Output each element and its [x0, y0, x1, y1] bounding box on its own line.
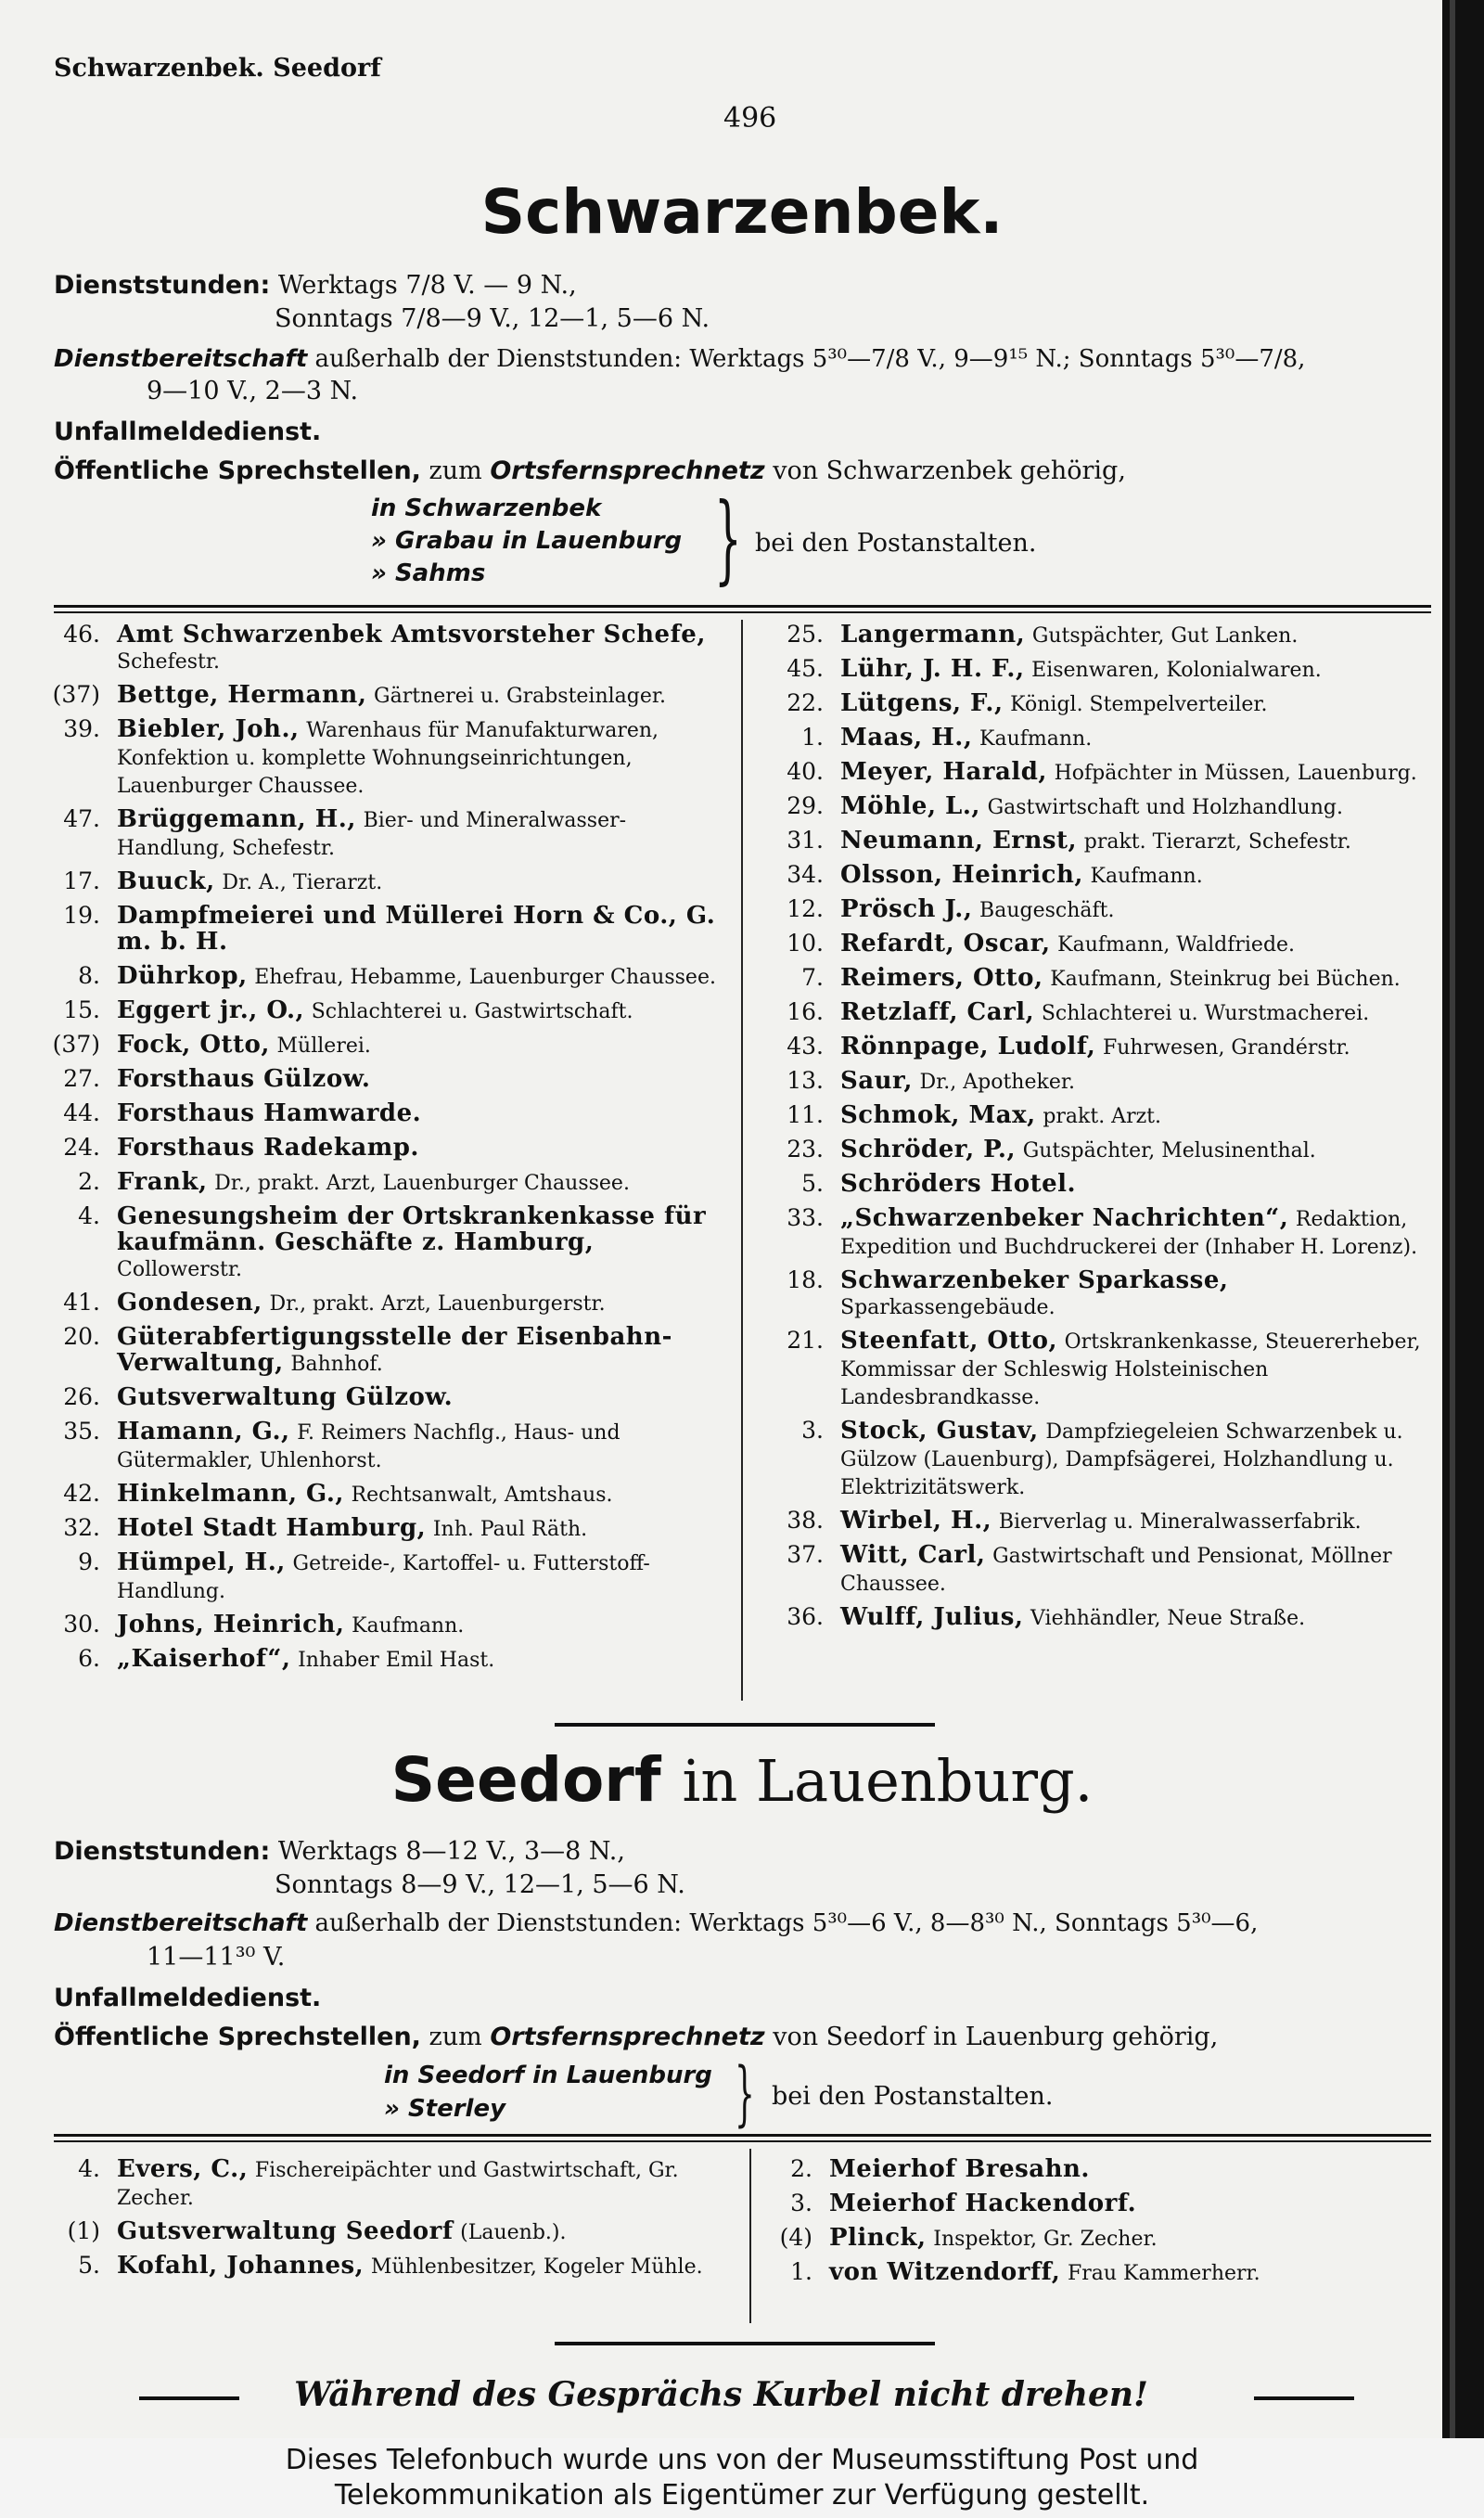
entry-number: 21. — [787, 1327, 824, 1354]
entry-number: (4) — [779, 2224, 812, 2251]
dienststunden-line-2: Sonntags 8—9 V., 12—1, 5—6 N. — [275, 1870, 685, 1899]
list-item — [48, 903, 723, 957]
entry-number: 43. — [787, 1033, 824, 1060]
entry-number: (37) — [52, 1031, 100, 1058]
list-item — [772, 1034, 1432, 1061]
running-head: Schwarzenbek. Seedorf — [54, 54, 381, 83]
entry-name: Schwarzenbeker Sparkasse, — [840, 1266, 1229, 1294]
entry-number: 45. — [787, 655, 824, 682]
entry-name: Prösch J., — [840, 895, 973, 923]
list-item — [761, 2156, 1421, 2184]
section-rule — [54, 2134, 1431, 2142]
footer-line-1: Dieses Telefonbuch wurde uns von der Museumsstiftung Post und — [285, 2444, 1199, 2476]
entry-number: 23. — [787, 1136, 824, 1163]
entry-name: Forsthaus Hamwarde. — [117, 1099, 422, 1127]
entry-description: Eisenwaren, Kolonialwaren. — [1031, 659, 1322, 682]
list-item — [772, 1604, 1432, 1632]
entry-number: 36. — [787, 1603, 824, 1630]
entry-description: Ortskrankenkasse, Steuererheber, Kommissar der Schleswig Holsteinischen Landesbrandkasse. — [840, 1330, 1421, 1409]
entry-description: Viehhändler, Neue Straße. — [1030, 1607, 1306, 1630]
list-item — [761, 2225, 1421, 2253]
section-separator — [555, 1723, 935, 1727]
entry-number: 26. — [63, 1383, 100, 1410]
list-item — [48, 1290, 723, 1317]
list-item — [772, 725, 1432, 752]
entry-number: 37. — [787, 1541, 824, 1568]
warning-separator — [555, 2342, 935, 2345]
entry-number: 1. — [790, 2258, 812, 2285]
entry-description: Inhaber Emil Hast. — [298, 1649, 495, 1672]
list-item — [772, 690, 1432, 718]
list-item — [48, 1100, 723, 1128]
entry-number: 19. — [63, 902, 100, 929]
entry-name: Stock, Gustav, — [840, 1417, 1039, 1445]
left-column — [48, 622, 723, 1680]
entry-name: Retzlaff, Carl, — [840, 998, 1035, 1026]
list-item — [772, 1205, 1432, 1261]
entry-description: Gastwirtschaft und Pensionat, Möllner Chaussee. — [840, 1545, 1392, 1596]
entry-number: 2. — [78, 1168, 100, 1195]
list-item — [761, 2259, 1421, 2287]
place-sterley: » Sterley — [384, 2095, 506, 2123]
sprechstellen-line: Öffentliche Sprechstellen, zum Ortsfernsprechnetz von Seedorf in Lauenburg gehörig, — [54, 2023, 1219, 2051]
bereitschaft-line-1: Dienstbereitschaft außerhalb der Dienststunden: Werktags 5³⁰—6 V., 8—8³⁰ N., Sonntags 5³⁰—6, — [54, 1909, 1259, 1937]
list-item — [48, 682, 723, 710]
entry-description: Collowerstr. — [117, 1258, 242, 1281]
entry-description: Dr., Apotheker. — [919, 1071, 1075, 1094]
entry-name: Gutsverwaltung Seedorf — [117, 2217, 454, 2245]
entry-number: 1. — [801, 724, 824, 751]
entry-number: 24. — [63, 1134, 100, 1161]
entry-number: 16. — [787, 998, 824, 1025]
list-item — [48, 2218, 733, 2246]
entry-number: 47. — [63, 805, 100, 832]
list-item — [772, 828, 1432, 855]
entry-description: Getreide-, Kartoffel- u. Futterstoff-Handlung. — [117, 1552, 650, 1603]
bereitschaft-line-2: 11—11³⁰ V. — [147, 1943, 286, 1972]
bereitschaft-line-2: 9—10 V., 2—3 N. — [147, 377, 359, 405]
list-item — [772, 1542, 1432, 1598]
list-item — [48, 716, 723, 800]
list-item — [772, 656, 1432, 684]
entry-description: Schefestr. — [117, 650, 220, 674]
entry-description: prakt. Tierarzt, Schefestr. — [1083, 830, 1351, 854]
entry-number: 4. — [78, 1202, 100, 1229]
list-item — [48, 2253, 733, 2280]
entry-description: Mühlenbesitzer, Kogeler Mühle. — [370, 2255, 703, 2279]
list-item — [48, 1032, 723, 1060]
place-seedorf: in Seedorf in Lauenburg — [384, 2062, 712, 2089]
entry-description: Warenhaus für Manufakturwaren, Konfektion u. komplette Wohnungseinrichtungen, Lauenburger Chaussee. — [117, 719, 659, 798]
entry-number: 29. — [787, 792, 824, 819]
page-number: 496 — [723, 102, 777, 135]
entry-name: Meierhof Bresahn. — [829, 2155, 1090, 2183]
entry-name: Johns, Heinrich, — [117, 1611, 345, 1638]
entry-description: Gutspächter, Melusinenthal. — [1022, 1139, 1316, 1163]
list-item — [772, 793, 1432, 821]
entry-description: prakt. Arzt. — [1043, 1105, 1162, 1128]
entry-number: 39. — [63, 715, 100, 742]
list-item — [772, 1418, 1432, 1501]
list-item — [48, 1324, 723, 1378]
entry-number: 46. — [63, 621, 100, 648]
entry-description: Bierverlag u. Mineralwasserfabrik. — [998, 1510, 1362, 1534]
entry-name: Schröder, P., — [840, 1136, 1017, 1163]
list-item — [48, 868, 723, 896]
entry-name: Rönnpage, Ludolf, — [840, 1033, 1096, 1060]
entry-name: Wulff, Julius, — [840, 1603, 1024, 1631]
list-item — [48, 1646, 723, 1674]
list-item — [48, 1515, 723, 1543]
entry-number: (37) — [52, 681, 100, 708]
entry-name: „Schwarzenbeker Nachrichten“, — [840, 1204, 1289, 1232]
list-item — [772, 1137, 1432, 1164]
entry-name: Schröders Hotel. — [840, 1170, 1077, 1198]
entry-name: Langermann, — [840, 621, 1026, 649]
entry-number: 44. — [63, 1099, 100, 1126]
entry-description: Schlachterei u. Gastwirtschaft. — [311, 1000, 633, 1023]
entry-number: (1) — [67, 2217, 100, 2244]
entry-description: Inspektor, Gr. Zecher. — [933, 2228, 1158, 2251]
entry-name: Steenfatt, Otto, — [840, 1327, 1057, 1355]
list-item — [772, 931, 1432, 958]
list-item — [48, 622, 723, 675]
entry-number: 22. — [787, 689, 824, 716]
list-item — [772, 622, 1432, 649]
entry-name: Güterabfertigungsstelle der Eisenbahn-Verwaltung, — [117, 1323, 672, 1377]
dienststunden-line-1: Dienststunden: Werktags 7/8 V. — 9 N., — [54, 271, 577, 300]
section-title-schwarzenbek: Schwarzenbek. — [480, 176, 1004, 248]
entry-number: 2. — [790, 2155, 812, 2182]
entry-number: 40. — [787, 758, 824, 785]
entry-description: Baugeschäft. — [979, 899, 1115, 922]
entry-description: (Lauenb.). — [460, 2221, 567, 2244]
unfallmeldedienst: Unfallmeldedienst. — [54, 418, 322, 446]
sprechstellen-line: Öffentliche Sprechstellen, zum Ortsfernsprechnetz von Schwarzenbek gehörig, — [54, 456, 1126, 485]
entry-number: 13. — [787, 1067, 824, 1094]
entry-name: Dührkop, — [117, 962, 248, 990]
entry-description: Schlachterei u. Wurstmacherei. — [1041, 1002, 1370, 1025]
list-item — [772, 1171, 1432, 1199]
book-spine — [1442, 0, 1484, 2438]
entry-description: Redaktion, Expedition und Buchdruckerei der (Inhaber H. Lorenz). — [840, 1208, 1418, 1259]
entry-number: 33. — [787, 1204, 824, 1231]
entry-name: Reimers, Otto, — [840, 964, 1043, 992]
entry-name: Dampfmeierei und Müllerei Horn & Co., G. m. b. H. — [117, 902, 716, 956]
entry-number: 6. — [78, 1645, 100, 1672]
entry-number: 9. — [78, 1548, 100, 1575]
entry-name: Meierhof Hackendorf. — [829, 2190, 1137, 2217]
entry-name: Maas, H., — [840, 724, 973, 752]
entry-description: Kaufmann, Steinkrug bei Büchen. — [1050, 968, 1401, 991]
section-rule — [54, 605, 1431, 613]
entry-name: Hamann, G., — [117, 1418, 290, 1445]
list-item — [48, 1419, 723, 1474]
list-item — [48, 806, 723, 862]
entry-number: 25. — [787, 621, 824, 648]
entry-number: 4. — [78, 2155, 100, 2182]
list-item — [48, 1612, 723, 1639]
right-column — [761, 2156, 1421, 2293]
place-schwarzenbek: in Schwarzenbek — [371, 495, 602, 522]
entry-number: 20. — [63, 1323, 100, 1350]
entry-description: Gärtnerei u. Grabsteinlager. — [374, 685, 666, 708]
places-suffix: bei den Postanstalten. — [755, 529, 1037, 558]
right-column — [772, 622, 1432, 1638]
entry-name: Meyer, Harald, — [840, 758, 1047, 786]
section-title-seedorf: Seedorf in Lauenburg. — [390, 1744, 1094, 1816]
place-sahms: » Sahms — [371, 559, 486, 587]
entry-description: Fuhrwesen, Grandérstr. — [1103, 1036, 1350, 1060]
left-column — [48, 2156, 733, 2287]
entry-description: F. Reimers Nachflg., Haus- und Gütermakler, Uhlenhorst. — [117, 1421, 620, 1472]
entry-description: Kaufmann. — [1090, 865, 1203, 888]
entry-description: Bier- und Mineralwasser-Handlung, Schefestr. — [117, 809, 627, 860]
entry-number: 3. — [790, 2190, 812, 2216]
list-item — [48, 2156, 733, 2212]
list-item — [772, 1068, 1432, 1096]
bereitschaft-line-1: Dienstbereitschaft außerhalb der Dienststunden: Werktags 5³⁰—7/8 V., 9—9¹⁵ N.; Sonntags 5³⁰—7/8, — [54, 345, 1306, 373]
entry-name: Refardt, Oscar, — [840, 930, 1051, 957]
list-item — [772, 1328, 1432, 1411]
list-item — [48, 1384, 723, 1412]
entry-number: 38. — [787, 1507, 824, 1534]
entry-description: Inh. Paul Räth. — [432, 1518, 588, 1541]
footer-notice — [0, 2438, 1484, 2518]
place-grabau: » Grabau in Lauenburg — [371, 527, 683, 555]
list-item — [48, 1481, 723, 1509]
entry-number: 12. — [787, 895, 824, 922]
entry-number: 32. — [63, 1514, 100, 1541]
entry-description: Hofpächter in Müssen, Lauenburg. — [1054, 762, 1417, 785]
entry-number: 41. — [63, 1289, 100, 1316]
footer-line-2: Telekommunikation als Eigentümer zur Verfügung gestellt. — [334, 2479, 1150, 2512]
entry-name: von Witzendorff, — [829, 2258, 1061, 2286]
entry-name: Lühr, J. H. F., — [840, 655, 1025, 683]
column-divider — [741, 620, 743, 1701]
dienststunden-line-1: Dienststunden: Werktags 8—12 V., 3—8 N., — [54, 1837, 625, 1866]
dienststunden-line-2: Sonntags 7/8—9 V., 12—1, 5—6 N. — [275, 304, 710, 333]
entry-name: Biebler, Joh., — [117, 715, 300, 743]
entry-description: Gastwirtschaft und Holzhandlung. — [987, 796, 1343, 819]
entry-name: Forsthaus Radekamp. — [117, 1134, 419, 1162]
entry-name: Kofahl, Johannes, — [117, 2252, 365, 2280]
entry-description: Sparkassengebäude. — [840, 1296, 1055, 1319]
entry-name: Frank, — [117, 1168, 208, 1196]
list-item — [761, 2190, 1421, 2218]
entry-description: Frau Kammerherr. — [1067, 2262, 1260, 2285]
crank-warning: Während des Gesprächs Kurbel nicht drehen! — [294, 2375, 1148, 2414]
entry-description: Kaufmann, Waldfriede. — [1057, 933, 1296, 957]
entry-description: Ehefrau, Hebamme, Lauenburger Chaussee. — [254, 966, 716, 989]
entry-name: Hümpel, H., — [117, 1548, 286, 1576]
entry-name: Eggert jr., O., — [117, 996, 305, 1024]
entry-name: Wirbel, H., — [840, 1507, 992, 1535]
list-item — [772, 965, 1432, 993]
entry-description: Kaufmann. — [352, 1614, 465, 1638]
list-item — [48, 997, 723, 1025]
list-item — [48, 1066, 723, 1094]
entry-name: Hotel Stadt Hamburg, — [117, 1514, 427, 1542]
entry-name: Schmok, Max, — [840, 1101, 1036, 1129]
entry-number: 35. — [63, 1418, 100, 1445]
entry-description: Müllerei. — [276, 1034, 371, 1058]
entry-description: Dampfziegeleien Schwarzenbek u. Gülzow (Lauenburg), Dampfsägerei, Holzhandlung u. Elektrizitätswerk. — [840, 1420, 1403, 1499]
list-item — [772, 759, 1432, 787]
entry-name: Forsthaus Gülzow. — [117, 1065, 371, 1093]
list-item — [772, 999, 1432, 1027]
entry-name: Brüggemann, H., — [117, 805, 356, 833]
list-item — [48, 1203, 723, 1283]
entry-number: 5. — [801, 1170, 824, 1197]
entry-number: 27. — [63, 1065, 100, 1092]
list-item — [772, 1508, 1432, 1535]
entry-name: Gondesen, — [117, 1289, 262, 1317]
entry-number: 10. — [787, 930, 824, 957]
list-item — [48, 1549, 723, 1605]
entry-name: Möhle, L., — [840, 792, 980, 820]
entry-number: 8. — [78, 962, 100, 989]
list-item — [772, 896, 1432, 924]
entry-number: 34. — [787, 861, 824, 888]
entry-description: Rechtsanwalt, Amtshaus. — [351, 1484, 613, 1507]
brace-icon: } — [735, 2051, 755, 2134]
unfallmeldedienst: Unfallmeldedienst. — [54, 1984, 322, 2012]
entry-number: 11. — [787, 1101, 824, 1128]
entry-name: Gutsverwaltung Gülzow. — [117, 1383, 454, 1411]
entry-number: 30. — [63, 1611, 100, 1638]
entry-name: Hinkelmann, G., — [117, 1480, 344, 1508]
entry-name: Lütgens, F., — [840, 689, 1004, 717]
entry-description: Bahnhof. — [290, 1353, 383, 1376]
entry-name: Bettge, Hermann, — [117, 681, 367, 709]
entry-number: 7. — [801, 964, 824, 991]
entry-description: Dr., prakt. Arzt, Lauenburger Chaussee. — [214, 1172, 630, 1195]
list-item — [48, 1135, 723, 1163]
entry-number: 42. — [63, 1480, 100, 1507]
entry-name: Buuck, — [117, 867, 215, 895]
entry-name: Amt Schwarzenbek Amtsvorsteher Schefe, — [117, 621, 706, 649]
entry-number: 18. — [787, 1266, 824, 1293]
entry-number: 15. — [63, 996, 100, 1023]
list-item — [772, 1102, 1432, 1130]
brace-icon: } — [714, 482, 742, 595]
entry-number: 17. — [63, 867, 100, 894]
entry-name: Witt, Carl, — [840, 1541, 986, 1569]
entry-name: Plinck, — [829, 2224, 927, 2252]
entry-number: 5. — [78, 2252, 100, 2279]
entry-name: Fock, Otto, — [117, 1031, 270, 1059]
entry-description: Königl. Stempelverteiler. — [1010, 693, 1268, 716]
list-item — [48, 963, 723, 991]
entry-description: Fischereipächter und Gastwirtschaft, Gr. Zecher. — [117, 2159, 679, 2210]
entry-name: Genesungsheim der Ortskrankenkasse für kaufmänn. Geschäfte z. Hamburg, — [117, 1202, 707, 1256]
entry-description: Dr., prakt. Arzt, Lauenburgerstr. — [269, 1292, 606, 1316]
entry-description: Dr. A., Tierarzt. — [222, 871, 383, 894]
entry-number: 3. — [801, 1417, 824, 1444]
list-item — [48, 1169, 723, 1197]
list-item — [772, 862, 1432, 890]
entry-name: Evers, C., — [117, 2155, 249, 2183]
entry-name: Saur, — [840, 1067, 913, 1095]
entry-description: Kaufmann. — [979, 727, 1093, 751]
places-suffix: bei den Postanstalten. — [772, 2082, 1054, 2111]
entry-number: 31. — [787, 827, 824, 854]
column-divider — [749, 2149, 751, 2323]
entry-name: Neumann, Ernst, — [840, 827, 1078, 854]
entry-name: „Kaiserhof“, — [117, 1645, 291, 1673]
list-item — [772, 1267, 1432, 1321]
entry-description: Gutspächter, Gut Lanken. — [1031, 624, 1298, 648]
entry-name: Olsson, Heinrich, — [840, 861, 1083, 889]
